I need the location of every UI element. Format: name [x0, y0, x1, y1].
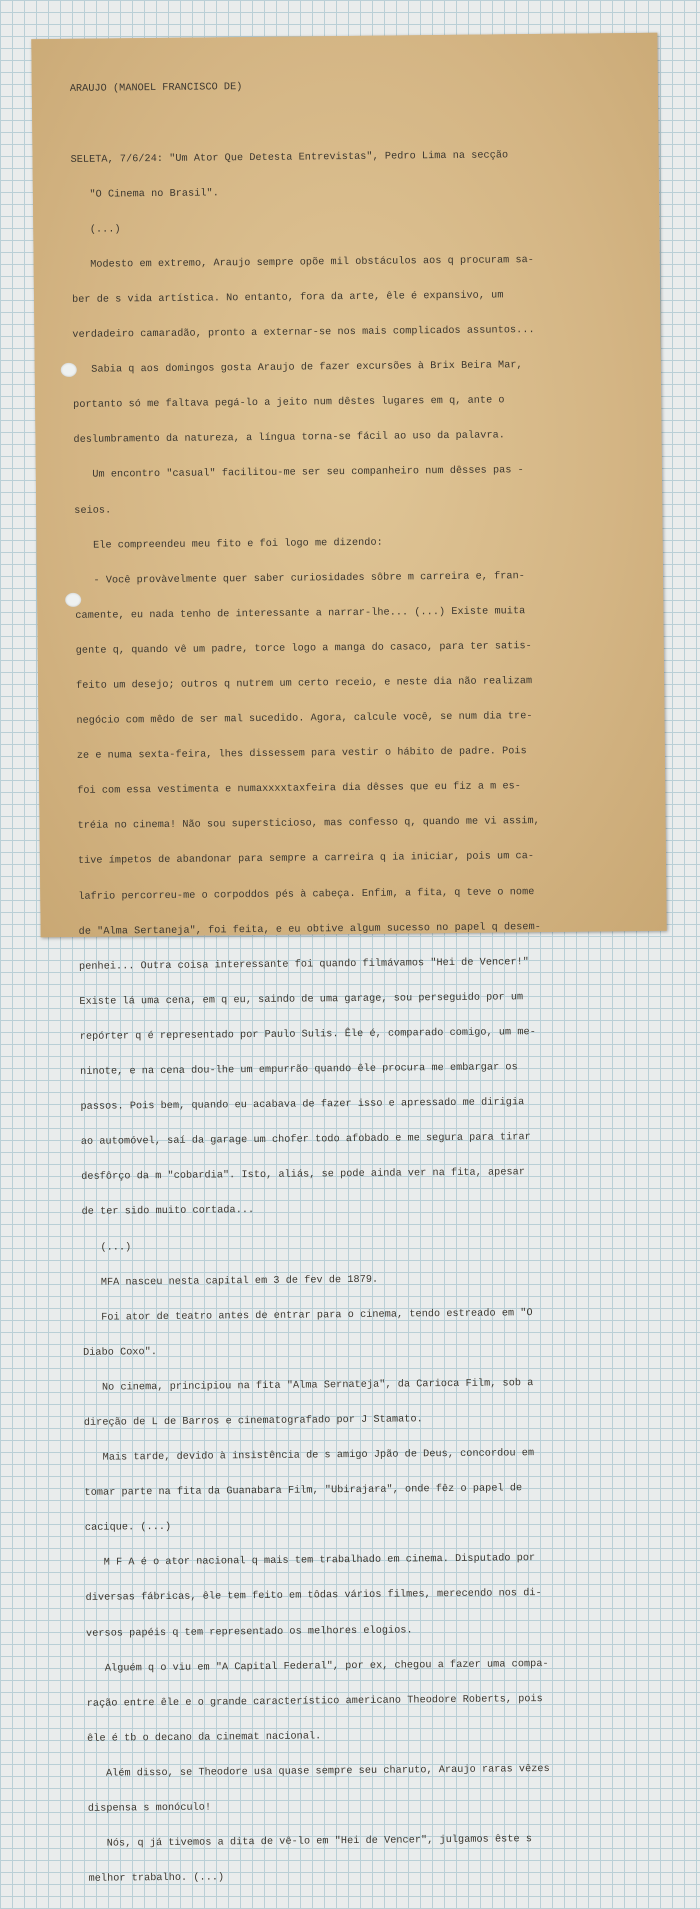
- text-line: Modesto em extremo, Araujo sempre opõe mil obstáculos aos q procuram sa-: [71, 254, 534, 271]
- document-header: ARAUJO (MANOEL FRANCISCO DE): [69, 82, 243, 96]
- text-line: ze e numa sexta-feira, lhes dissessem para vestir o hábito de padre. Pois: [76, 746, 527, 763]
- text-line: Mais tarde, devido à insistência de s amigo Jpão de Deus, concordou em: [84, 1448, 535, 1464]
- text-line: negócio com mêdo de ser mal sucedido. Agora, calcule você, se num dia tre-: [76, 711, 533, 727]
- text-line: Além disso, se Theodore usa quase sempre seu charuto, Araujo raras vêzes: [87, 1763, 550, 1780]
- text-line: Um encontro "casual" facilitou-me ser seu companheiro num dêsses pas -: [73, 465, 524, 482]
- text-line: Nós, q já tivemos a dita de vê-lo em "Hei de Vencer", julgamos êste s: [88, 1834, 533, 1850]
- text-line: portanto só me faltava pegá-lo a jeito num dêstes lugares em q, ante o: [73, 395, 505, 412]
- text-line: (...): [81, 1241, 132, 1254]
- text-line: Foi ator de teatro antes de entrar para o cinema, tendo estreado em "O: [82, 1307, 533, 1324]
- text-line: verdadeiro camaradão, pronto a externar-se nos mais complicados assuntos...: [72, 325, 535, 341]
- text-line: ração entre êle e o grande característico americano Theodore Roberts, pois: [86, 1693, 543, 1710]
- text-line: repórter q é representado por Paulo Sulis. Êle é, comparado comigo, um me-: [79, 1027, 536, 1043]
- text-line: (...): [71, 224, 121, 236]
- text-line: passos. Pois bem, quando eu acabava de fazer isso e apressado me dirigia: [80, 1097, 525, 1113]
- text-line: No cinema, principiou na fita "Alma Sernateja", da Carioca Film, sob a: [83, 1377, 534, 1394]
- text-line: penhei... Outra coisa interessante foi quando filmávamos "Hei de Vencer!": [78, 956, 530, 973]
- text-line: lafrio percorreu-me o corpoddos pés à cabeça. Enfim, a fita, q teve o nome: [78, 886, 535, 903]
- text-line: desfôrço da m "cobardia". Isto, aliás, se pode ainda ver na fita, apesar: [81, 1167, 526, 1184]
- text-line: gente q, quando vê um padre, torce logo a manga do casaco, para ter satis-: [75, 641, 532, 657]
- text-line: versos papéis q tem representado os melhores elogios.: [85, 1624, 413, 1640]
- blank-line: [70, 113, 646, 131]
- text-line: Diabo Coxo".: [83, 1346, 158, 1359]
- text-line: dispensa s monóculo!: [87, 1802, 212, 1815]
- text-line: Sabia q aos domingos gosta Araujo de fazer excursões à Brix Beira Mar,: [72, 360, 523, 377]
- page-text: [70, 55, 665, 1909]
- text-line: de ter sido muito cortada...: [81, 1205, 255, 1219]
- text-line: melhor trabalho. (...): [88, 1872, 225, 1885]
- text-line: de "Alma Sertaneja", foi feita, e eu obtive algum sucesso no papel q desem-: [78, 921, 541, 938]
- text-line: tréia no cinema! Não sou supersticioso, mas confesso q, quando me vi assim,: [77, 816, 540, 833]
- text-line: deslumbramento da natureza, a língua torna-se fácil ao uso da palavra.: [73, 430, 506, 447]
- text-line: SELETA, 7/6/24: "Um Ator Que Detesta Entrevistas", Pedro Lima na secção: [70, 149, 509, 166]
- text-line: camente, eu nada tenho de interessante a narrar-lhe... (...) Existe muita: [75, 605, 526, 622]
- typewritten-page: [31, 33, 666, 1885]
- text-line: MFA nasceu nesta capital em 3 de fev de 1879.: [82, 1274, 379, 1289]
- text-line: Existe lá uma cena, em q eu, saindo de uma garage, sou perseguido por um: [79, 992, 524, 1008]
- text-line: - Você provàvelmente quer saber curiosidades sôbre m carreira e, fran-: [74, 570, 525, 587]
- text-line: êle é tb o decano da cinemat nacional.: [87, 1731, 322, 1745]
- text-line: ao automóvel, saí da garage um chofer todo afobado e me segura para tirar: [80, 1132, 531, 1149]
- text-line: M F A é o ator nacional q mais tem trabalhado em cinema. Disputado por: [85, 1553, 536, 1570]
- text-line: "O Cinema no Brasil".: [70, 188, 219, 201]
- text-line: direção de L de Barros e cinematografado por J Stamato.: [83, 1414, 423, 1429]
- text-line: ninote, e na cena dou-lhe um empurrão quando êle procura me embargar os: [80, 1062, 518, 1078]
- text-line: seios.: [74, 505, 112, 517]
- text-line: cacique. (...): [84, 1522, 172, 1535]
- text-line: feito um desejo; outros q nutrem um certo receio, e neste dia não realizam: [76, 676, 533, 692]
- text-line: tive ímpetos de abandonar para sempre a carreira q ia iniciar, pois um ca-: [77, 851, 535, 868]
- text-line: tomar parte na fita da Guanabara Film, "Ubirajara", onde fêz o papel de: [84, 1483, 523, 1499]
- text-line: Alguém q o viu em "A Capital Federal", por ex, chegou a fazer uma compa-: [86, 1658, 549, 1675]
- text-line: Ele compreendeu meu fito e foi logo me dizendo:: [74, 537, 383, 552]
- text-line: foi com essa vestimenta e numaxxxxtaxfeira dia dêsses que eu fiz a m es-: [77, 781, 522, 798]
- text-line: diversas fábricas, êle tem feito em tôdas vários filmes, merecendo nos di-: [85, 1588, 542, 1605]
- text-line: ber de s vida artística. No entanto, fora da arte, êle é expansivo, um: [71, 290, 504, 306]
